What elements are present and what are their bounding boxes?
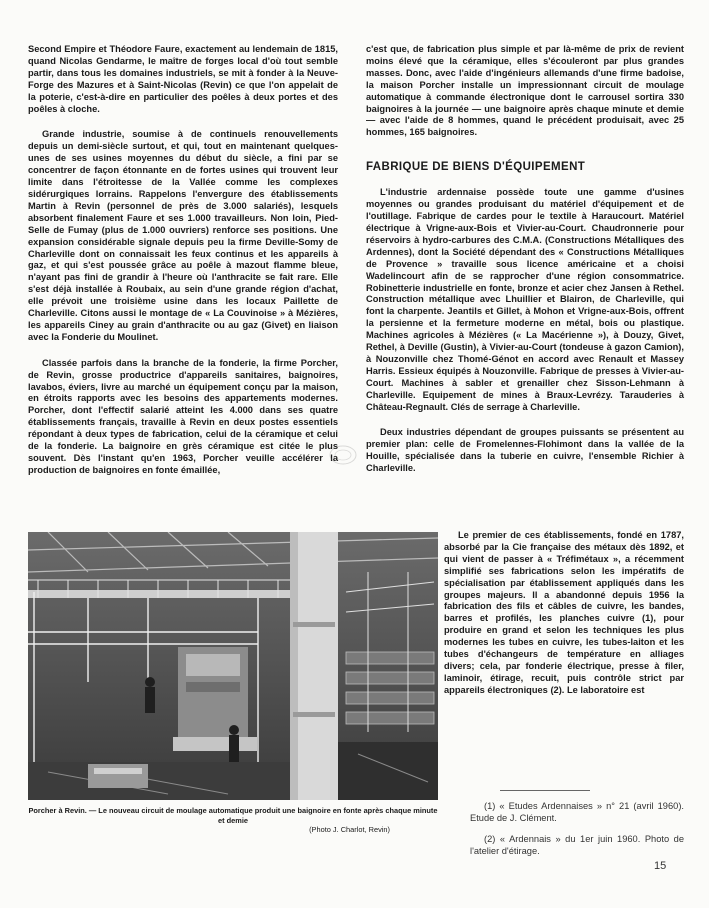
footnote: (2) « Ardennais » du 1er juin 1960. Photo de l'atelier d'étirage. <box>470 833 684 856</box>
caption-title: Porcher à Revin. — Le nouveau circuit de moulage automatique produit une baignoire en fonte après chaque minute et demie <box>28 806 438 825</box>
left-column <box>28 44 338 491</box>
factory-photo <box>28 532 438 800</box>
caption-credit: (Photo J. Charlot, Revin) <box>309 825 390 835</box>
footnote-rule <box>500 790 590 791</box>
footnotes <box>470 790 684 867</box>
paragraph: Grande industrie, soumise à de continuels renouvellements depuis un demi-siècle surtout, et qui, tout en maintenant quelques-unes de ses usines moyennes du début du siècle, a fini par se concentrer de façon étonnante en de fortes usines qui trouvent leur limite dans l'étroitesse de la Vallée comme les complexes sidérurgiques lorrains. Rappelons l'envergure des établissements Martin à Revin (personnel de près de 3.000 salariés), lesquels absorbent finalement Faure et ses 1.000 travailleurs. Non loin, Pied-Selle de Fumay (plus de 1.000 ouvriers) renforce ses positions. Une expansion considérable signale depuis peu la firme Deville-Somy de Charleville dont on connaissait les feux continus et les appareils à gaz, et qui s'est poussée grâce au poêle à mazout flamme bleue, n'ayant pas fini de grandir à l'heure où l'anthracite se fait rare. Elle s'est déjà installée à Roubaix, au sein d'une grande région d'achat, elle prévoit une troisième usine dans les locaux Paillette de Charleville. Citons aussi le montage de « La Couvinoise » à Mézières, les appareils Ciney au grain d'anthracite ou au gaz (Givet) en liaison avec la Fonderie du Moulinet. <box>28 129 338 342</box>
page-number: 15 <box>654 860 667 872</box>
footnote: (1) « Etudes Ardennaises » n° 21 (avril 1960). Etude de J. Clément. <box>470 801 684 823</box>
bottom-right-column <box>444 530 684 697</box>
library-stamp-icon <box>328 444 358 466</box>
section-heading: FABRIQUE DE BIENS D'ÉQUIPEMENT <box>366 161 586 174</box>
paragraph: Second Empire et Théodore Faure, exactement au lendemain de 1815, quand Nicolas Gendarme, le maître de forges local d'où tout semble partir, dans tous les domaines industriels, se mit à fonder à la Neuve-Forge des Mazures et à Saint-Nicolas (Revin) ce que l'on appelait de la poterie, c'est-à-dire en particulier des poêles à deux portes et des poêles à cloche. <box>28 44 338 114</box>
photo-caption <box>28 806 438 835</box>
right-column <box>366 44 684 489</box>
paragraph: c'est que, de fabrication plus simple et par là-même de prix de revient moins élevé que la céramique, elles s'écouleront par plus grandes masses. Donc, avec l'aide d'ingénieurs allemands d'une firme badoise, la maison Porcher installe un impressionnant circuit de moulage automatique à commande électronique dont le carrousel sortira 330 baignoires à la journée — une baignoire après chaque minute et demie — avec l'aide de 8 hommes, quand le précédent produisait, avec 25 hommes, 165 baignoires. <box>366 44 684 138</box>
paragraph: Classée parfois dans la branche de la fonderie, la firme Porcher, de Revin, grosse productrice d'appareils sanitaires, baignoires, lavabos, éviers, livre au marché un équipement conçu par la maison, en étroits rapports avec les besoins des appartements modernes. Porcher, dont l'effectif salarié atteint les 4.000 dans ses quatre établissements français, travaille à Revin en deux postes essentiels répondant à deux types de fabrication, celui de la céramique et celui de la fonderie. La baignoire en grès céramique est citée le plus souvent. Dès l'instant qu'en 1963, Porcher veuille accélérer la production de baignoires en fonte émaillée, <box>28 357 338 475</box>
factory-photo-illustration <box>28 532 438 800</box>
paragraph: Deux industries dépendant de groupes puissants se présentent au premier plan: celle de Fromelennes-Flohimont dans la vallée de la Houille, spécialisée dans la tuberie en cuivre, l'ensemble Richier à Charleville. <box>366 427 684 474</box>
paragraph: Le premier de ces établissements, fondé en 1787, absorbé par la Cie française des métaux dès 1892, et qui vient de passer à « Tréfimétaux », a récemment simplifié ses fabrications selon les impératifs de spécialisation par établissement appliqués dans les groupes majeurs. Il a abandonné depuis 1956 la fabrication des fils et câbles de cuivre, les bandes, barres et profilés, les planches cuivre (1), pour produire en grand et selon les techniques les plus modernes les tubes en cuivre, les tubes-laiton et les tubes d'échangeurs de température en alliages divers; cela, par fonderie électrique, presse à filer, laminoir, étirage, recuit, puis contrôle strict par appareils électroniques (2). Le laboratoire est <box>444 530 684 695</box>
paragraph: L'industrie ardennaise possède toute une gamme d'usines moyennes ou grandes produisant du matériel d'équipement et de l'outillage. Fabrique de cardes pour le textile à Haraucourt. Matériel électrique à Vrigne-aux-Bois et Vivier-au-Court. Chaudronnerie pour réservoirs à hydro-carbures des C.M.A. (Constructions Métalliques des Ardennes), dont la Société dépendant des « Constructions Métalliques de Provence » travaille sous licence américaine et a choisi Wadelincourt afin de se rapprocher d'une région consommatrice. Robinetterie industrielle en fonte, bronze et acier chez Jansen à Rethel. Construction métallique avec Lhuillier et Blairon, de Charleville, qui font la charpente. Jeantils et Gillet, à Mohon et Vrigne-aux-Bois, offrent la persienne et la fermeture moderne en métal, bois ou plastique. Machines agricoles à Mézières (« La Macérienne »), à Douzy, Givet, Rethel, à Deville (Gustin), à Vivier-au-Court (tondeuse à gazon Camion), à Nouzonville chez Thomé-Génot en accord avec Renault et Massey Harris. Essieux équipés à Nouzonville. Fabrique de presses à Vivier-au-Court. Machines à sabler et grenailler chez Sisson-Lehmann à Charleville. Equipement de mines à Braux-Levrézy. Tarauderies à Château-Regnault. Clés de serrage à Charleville. <box>366 187 684 412</box>
